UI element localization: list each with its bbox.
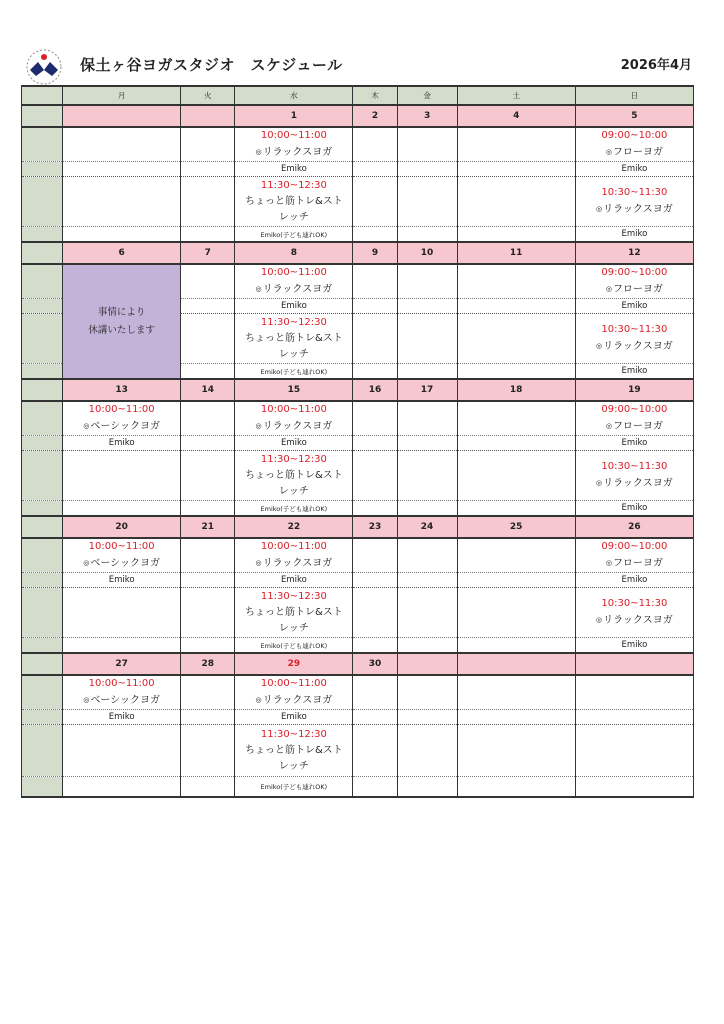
date-cell: 19 [575,379,693,401]
date-cell: 1 [235,105,353,127]
date-cell: 11 [457,242,575,264]
instructor-name: Emiko [575,364,693,380]
weekday-sun: 日 [575,86,693,105]
closed-notice: 事情により 休講いたします [63,264,181,379]
instructor-name: Emiko [63,573,181,588]
date-cell: 17 [397,379,457,401]
date-cell: 3 [397,105,457,127]
gutter-cell [22,105,63,127]
date-cell: 4 [457,105,575,127]
schedule-month: 2026年4月 [620,58,692,73]
date-cell: 29 [235,653,353,675]
class-slot: 10:00~11:00 ◎ベーシックヨガ [63,538,181,573]
date-cell: 26 [575,516,693,538]
weekday-mon: 月 [63,86,181,105]
class-slot: 09:00~10:00 ◎フローヨガ [575,127,693,162]
instructor-name: Emiko [575,299,693,314]
instructor-name: Emiko [235,710,353,725]
date-cell: 12 [575,242,693,264]
date-cell: 27 [63,653,181,675]
date-row [22,242,694,264]
instructor-name: Emiko [235,162,353,177]
class-slot: 10:00~11:00 ◎ベーシックヨガ [63,401,181,436]
class-slot: 10:00~11:00 ◎リラックスヨガ [235,264,353,299]
date-cell: 15 [235,379,353,401]
class-slot: 09:00~10:00 ◎フローヨガ [575,538,693,573]
date-row [22,653,694,675]
gutter-cell [22,86,63,105]
schedule-table [21,85,694,798]
class-slot: 10:00~11:00 ◎ベーシックヨガ [63,675,181,710]
class-slot: 09:00~10:00 ◎フローヨガ [575,264,693,299]
class-slot: 09:00~10:00 ◎フローヨガ [575,401,693,436]
date-cell: 22 [235,516,353,538]
instructor-name: Emiko [235,573,353,588]
class-note: Emiko(子ども連れOK) [235,364,353,380]
studio-logo [22,46,66,86]
instructor-name: Emiko [575,227,693,243]
date-cell [63,105,181,127]
date-cell: 24 [397,516,457,538]
weekday-fri: 金 [397,86,457,105]
date-cell: 18 [457,379,575,401]
date-cell: 14 [181,379,235,401]
date-row [22,105,694,127]
date-cell: 8 [235,242,353,264]
class-slot: 10:00~11:00 ◎リラックスヨガ [235,538,353,573]
date-cell [397,653,457,675]
class-slot: 10:00~11:00 ◎リラックスヨガ [235,401,353,436]
weekday-thu: 木 [353,86,397,105]
date-cell: 25 [457,516,575,538]
date-cell: 23 [353,516,397,538]
date-cell: 10 [397,242,457,264]
weekday-header-row [22,86,694,105]
class-slot: 10:30~11:30 ◎リラックスヨガ [575,588,693,638]
class-note: Emiko(子ども連れOK) [235,638,353,654]
instructor-name: Emiko [575,501,693,517]
instructor-name: Emiko [575,162,693,177]
class-slot: 10:30~11:30 ◎リラックスヨガ [575,451,693,501]
class-note: Emiko(子ども連れOK) [235,777,353,797]
date-cell: 20 [63,516,181,538]
weekday-wed: 水 [235,86,353,105]
date-cell: 2 [353,105,397,127]
instructor-name: Emiko [235,299,353,314]
class-slot: 10:30~11:30 ◎リラックスヨガ [575,314,693,364]
instructor-name: Emiko [575,573,693,588]
class-slot: 11:30~12:30 ちょっと筋トレ&スト レッチ [235,314,353,364]
page-title: 保土ヶ谷ヨガスタジオ スケジュール [80,56,343,74]
gutter-cell [22,127,63,162]
instructor-name: Emiko [63,710,181,725]
instructor-name: Emiko [575,638,693,654]
date-cell [575,653,693,675]
date-cell: 16 [353,379,397,401]
class-slot: 11:30~12:30 ちょっと筋トレ&スト レッチ [235,177,353,227]
class-slot: 11:30~12:30 ちょっと筋トレ&スト レッチ [235,451,353,501]
class-slot: 10:30~11:30 ◎リラックスヨガ [575,177,693,227]
class-note: Emiko(子ども連れOK) [235,227,353,243]
date-cell [181,105,235,127]
instructor-name: Emiko [575,436,693,451]
date-cell: 5 [575,105,693,127]
weekday-sat: 土 [457,86,575,105]
date-cell [457,653,575,675]
instructor-name: Emiko [235,436,353,451]
date-cell: 30 [353,653,397,675]
class-slot: 10:00~11:00 ◎リラックスヨガ [235,675,353,710]
date-row [22,516,694,538]
date-cell: 6 [63,242,181,264]
date-cell: 21 [181,516,235,538]
weekday-tue: 火 [181,86,235,105]
date-cell: 7 [181,242,235,264]
class-note: Emiko(子ども連れOK) [235,501,353,517]
date-cell: 28 [181,653,235,675]
date-cell: 13 [63,379,181,401]
class-slot: 10:00~11:00 ◎リラックスヨガ [235,127,353,162]
date-cell: 9 [353,242,397,264]
class-slot: 11:30~12:30 ちょっと筋トレ&スト レッチ [235,725,353,777]
class-slot: 11:30~12:30 ちょっと筋トレ&スト レッチ [235,588,353,638]
date-row [22,379,694,401]
instructor-name: Emiko [63,436,181,451]
